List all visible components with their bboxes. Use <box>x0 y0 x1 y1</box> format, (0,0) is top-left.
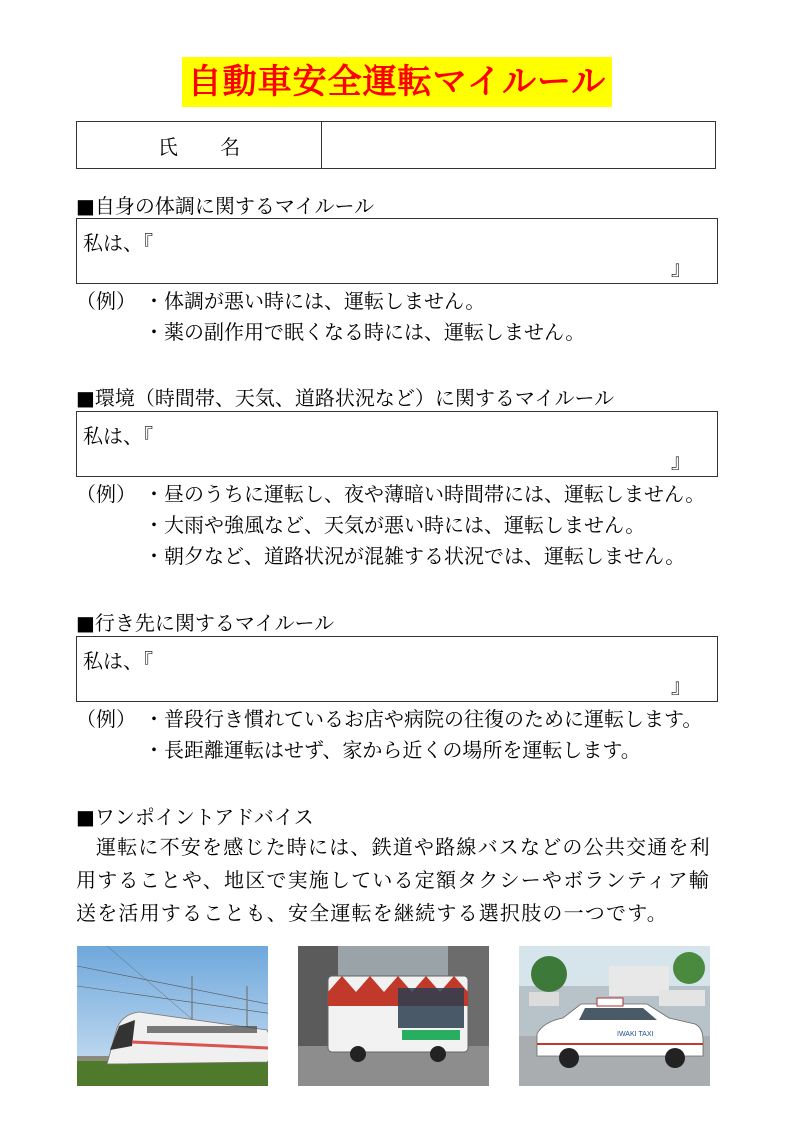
page-title: 自動車安全運転マイルール <box>182 57 613 107</box>
rule-box-close-bracket: 』 <box>671 256 691 280</box>
examples-environment <box>76 479 705 572</box>
example-item: ・普段行き慣れているお店や病院の往復のために運転します。 <box>144 707 703 731</box>
section-heading-destination: ■行き先に関するマイルール <box>76 611 335 635</box>
example-item: ・大雨や強風など、天気が悪い時には、運転しません。 <box>144 513 646 537</box>
example-item: ・朝夕など、道路状況が混雑する状況では、運転しません。 <box>144 544 686 568</box>
rule-box-open-text: 私は、『 <box>83 231 153 255</box>
example-item: ・長距離運転はせず、家から近くの場所を運転します。 <box>144 738 641 762</box>
example-item: ・昼のうちに運転し、夜や薄暗い時間帯には、運転しません。 <box>144 482 706 506</box>
advice-heading: ■ワンポイントアドバイス <box>76 805 314 829</box>
name-table <box>76 121 716 169</box>
example-label: （例） <box>76 482 136 506</box>
rule-box-health[interactable] <box>76 218 718 284</box>
rule-box-close-bracket: 』 <box>671 674 691 698</box>
rule-box-environment[interactable] <box>76 411 718 477</box>
example-label: （例） <box>76 707 136 731</box>
section-heading-health: ■自身の体調に関するマイルール <box>76 194 375 218</box>
bus-photo <box>298 946 489 1086</box>
section-heading-environment: ■環境（時間帯、天気、道路状況など）に関するマイルール <box>76 386 615 410</box>
rule-box-open-text: 私は、『 <box>83 649 153 673</box>
example-label: （例） <box>76 289 136 313</box>
taxi-sign-text: IWAKI TAXI <box>617 1031 654 1038</box>
rule-box-open-text: 私は、『 <box>83 424 153 448</box>
examples-destination <box>76 704 702 766</box>
example-item: ・薬の副作用で眠くなる時には、運転しません。 <box>144 320 586 344</box>
rule-box-destination[interactable] <box>76 636 718 702</box>
name-field[interactable] <box>322 122 715 168</box>
rule-box-close-bracket: 』 <box>671 449 691 473</box>
examples-health <box>76 286 585 348</box>
example-item: ・体調が悪い時には、運転しません。 <box>144 289 486 313</box>
name-label: 氏 名 <box>77 122 322 168</box>
taxi-photo <box>519 946 710 1086</box>
train-photo <box>77 946 268 1086</box>
advice-text: 運転に不安を感じた時には、鉄道や路線バスなどの公共交通を利用することや、地区で実施している定額タクシーやボランティア輸送を活用することも、安全運転を継続する選択肢の一つです。 <box>76 835 711 925</box>
